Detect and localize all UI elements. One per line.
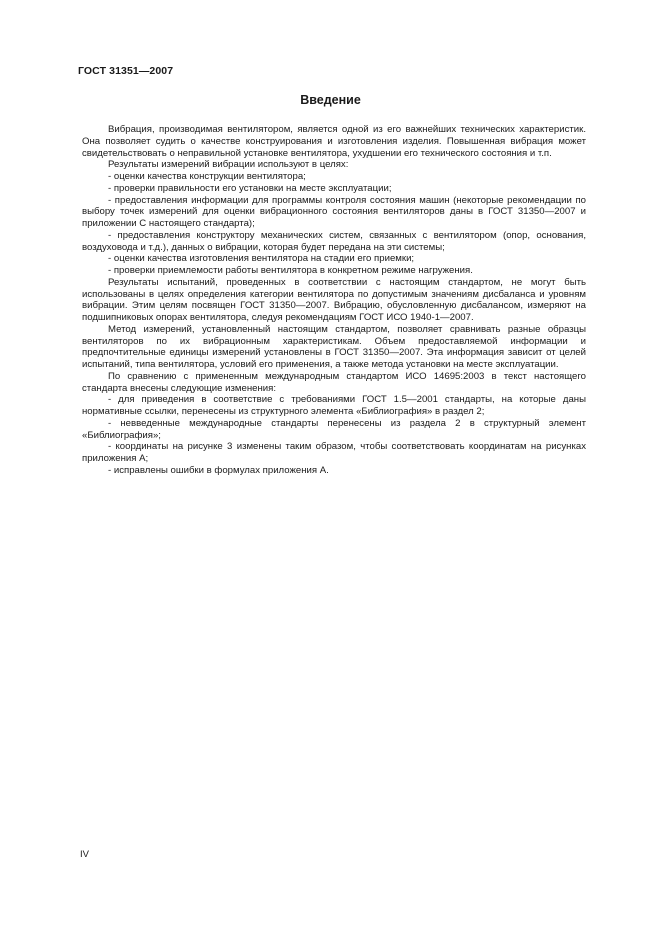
list-item: - оценки качества изготовления вентилятора на стадии его приемки; [108,253,415,265]
paragraph-results: Результаты испытаний, проведенных в соответствии с настоящим стандартом, не могут быть использованы в целях определения категории вентилятора по допустимым значениям дисбаланса и уровням вибрации. Этим целям посвящен ГОСТ 31350—2007. Вибрацию, обусловленную дисбалансом, измеряют на подшипниковых опорах вентилятора, следуя рекомендациям ГОСТ ИСО 1940-1—2007. [82,276,586,323]
list-item: - проверки правильности его установки на месте эксплуатации; [108,182,392,194]
list-item: - исправлены ошибки в формулах приложения А. [108,464,329,476]
list-item: - координаты на рисунке 3 изменены таким образом, чтобы соответствовать координатам на рисунках приложения А; [82,441,586,464]
list-item: - предоставления информации для программы контроля состояния машин (некоторые рекомендации по выбору точек измерений для оценки вибрационного состояния вентиляторов даны в ГОСТ 31350—2007 и приложении С настоящего стандарта); [82,194,586,229]
document-body [82,124,586,477]
list-item: - невведенные международные стандарты перенесены из раздела 2 в структурный элемент «Библиография»; [82,417,586,441]
page-number: IV [80,849,89,860]
list-item: - проверки приемлемости работы вентилятора в конкретном режиме нагружения. [108,265,473,276]
paragraph-purposes: Результаты измерений вибрации используют в целях: [108,159,349,171]
paragraph-changes: По сравнению с примененным международным стандартом ИСО 14695:2003 в текст настоящего стандарта внесены следующие изменения: [82,370,586,394]
list-item: - предоставления конструктору механических систем, связанных с вентилятором (опор, основания, воздуховода и т.д.), данных о вибрации, которая будет передана на эти системы; [82,229,586,253]
paragraph-intro: Вибрация, производимая вентилятором, является одной из его важнейших технических характеристик. Она позволяет судить о качестве конструирования и изготовления изделия. Повышенная вибрация может свидетельствовать о неправильной установке вентилятора, ухудшении его технического состояния и т.п. [82,124,586,159]
list-item: - для приведения в соответствие с требованиями ГОСТ 1.5—2001 стандарты, на которые даны нормативные ссылки, перенесены из структурного элемента «Библиография» в раздел 2; [82,394,586,417]
paragraph-method: Метод измерений, установленный настоящим стандартом, позволяет сравнивать разные образцы вентиляторов по их вибрационным характеристикам. Объем предоставляемой информации и предпочтительные единицы измерений установлены в ГОСТ 31350—2007. Эта информация зависит от целей испытаний, типа вентилятора, условий его применения, а также метода установки на месте эксплуатации. [82,323,586,370]
section-title: Введение [300,93,361,107]
document-header: ГОСТ 31351—2007 [78,65,174,77]
list-item: - оценки качества конструкции вентилятора; [108,171,306,182]
